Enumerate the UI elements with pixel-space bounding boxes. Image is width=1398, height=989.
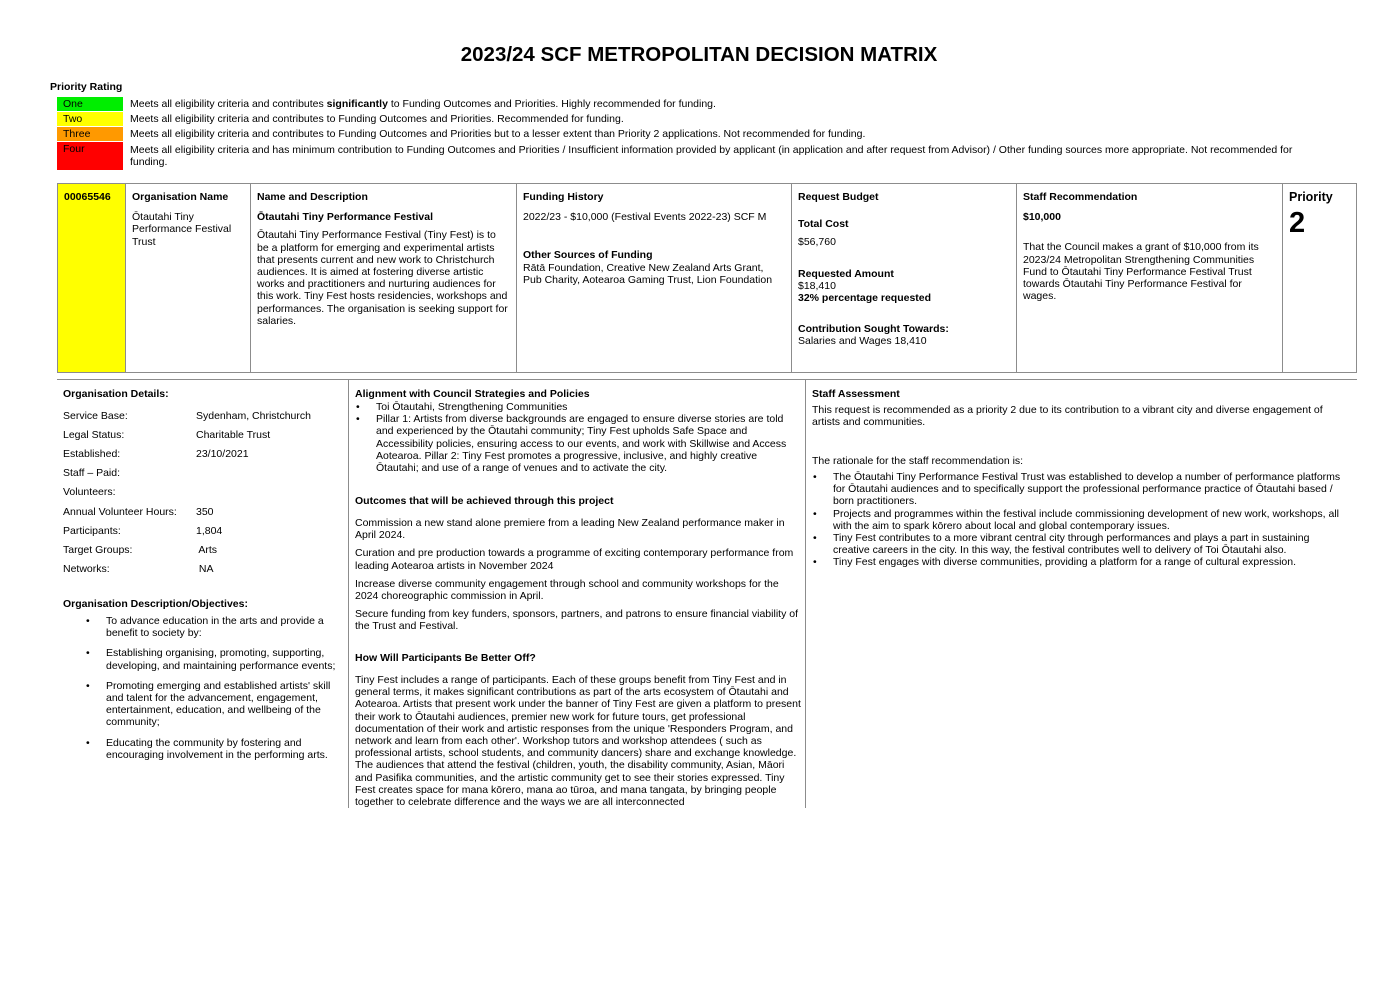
organisation-name-cell — [125, 184, 250, 372]
outcome-item: Increase diverse community engagement through school and community workshops for the 2024 choreographic commission in April. — [355, 577, 779, 603]
priority-three-swatch: Three — [57, 127, 123, 141]
total-cost: $56,760 — [798, 236, 836, 249]
staff-assessment-column — [806, 380, 1357, 808]
list-item: • Tiny Fest contributes to a more vibrant central city through performances and plays a part in sustaining creative careers in the city. In this way, the festival contributes well to delivery of Toi Ōtautahi also. — [813, 532, 1310, 557]
detail-row: Legal Status: Charitable Trust — [63, 429, 271, 441]
organisation-name: Ōtautahi Tiny Performance Festival Trust — [132, 211, 232, 248]
application-id-cell — [58, 184, 125, 372]
priority-four-swatch: Four — [57, 142, 123, 170]
detail-row: Networks: NA — [63, 563, 214, 575]
list-item: • Educating the community by fostering and encouraging involvement in the performing arts. — [86, 736, 328, 761]
staff-assessment-heading: Staff Assessment — [812, 388, 900, 400]
objectives-list — [86, 615, 342, 761]
details-section — [57, 379, 1357, 810]
alignment-column — [348, 380, 806, 808]
project-name: Ōtautahi Tiny Performance Festival — [257, 211, 434, 224]
organisation-name-heading: Organisation Name — [132, 191, 229, 203]
contribution-label: Contribution Sought Towards: — [798, 323, 949, 336]
rationale-heading: The rationale for the staff recommendation is: — [812, 455, 1024, 467]
priority-heading: Priority — [1289, 190, 1333, 204]
list-item: • Toi Ōtautahi, Strengthening Communities — [356, 401, 568, 413]
priority-one-description: Meets all eligibility criteria and contributes significantly to Funding Outcomes and Priorities. Highly recommended for funding. — [130, 98, 716, 110]
outcome-item: Curation and pre production towards a programme of exciting contemporary performance from leading Aotearoa artists in November 2024 — [355, 547, 794, 572]
application-id: 00065546 — [64, 191, 111, 203]
name-description-heading: Name and Description — [257, 191, 368, 203]
other-sources-heading: Other Sources of Funding — [523, 249, 653, 262]
funding-history-heading: Funding History — [523, 191, 604, 203]
priority-four-description: Meets all eligibility criteria and has minimum contribution to Funding Outcomes and Priorities / Insufficient information provided by applicant (in application and after request from Advisor) / Other funding sources more appropriate. Not recommended for funding. — [130, 144, 1293, 168]
request-budget-cell — [791, 184, 1016, 372]
funding-history-cell — [516, 184, 791, 372]
alignment-heading: Alignment with Council Strategies and Policies — [355, 388, 590, 400]
detail-row: Annual Volunteer Hours: 350 — [63, 506, 214, 518]
detail-row: Participants: 1,804 — [63, 525, 223, 537]
priority-one-swatch: One — [57, 97, 123, 111]
priority-cell — [1282, 184, 1356, 372]
priority-value: 2 — [1289, 207, 1306, 240]
rationale-list — [813, 471, 1349, 569]
list-item: • Tiny Fest engages with diverse communities, providing a platform for a range of cultural expression. — [813, 556, 1296, 569]
organisation-details-column — [57, 380, 348, 808]
contribution: Salaries and Wages 18,410 — [798, 335, 927, 348]
list-item: • Pillar 1: Artists from diverse backgrounds are engaged to ensure diverse stories are told and experienced by the Ōtautahi community; Tiny Fest upholds Safe Space and Accessibility policies, ensuring access to our events, and work with Skillwise and Access Aotearoa. Pillar 2: Tiny Fest promotes a progressive, inclusive, and highly creative Ōtautahi; and use of a range of venues and to activate the city. — [356, 413, 787, 475]
priority-three-description: Meets all eligibility criteria and contributes to Funding Outcomes and Priorities but to a lesser extent than Priority 2 applications. Not recommended for funding. — [130, 128, 866, 140]
staff-assessment-intro: This request is recommended as a priority 2 due to its contribution to a vibrant city and diverse engagement of artists and communities. — [812, 404, 1323, 429]
list-item: • The Ōtautahi Tiny Performance Festival Trust was established to develop a number of performance platforms for Ōtautahi audiences and to specifically support the professional performance practice of Ōtautahi based / born practitioners. — [813, 471, 1341, 508]
project-description: Ōtautahi Tiny Performance Festival (Tiny Fest) is to be a platform for emerging and experimental artists that presents current and new work to Christchurch audiences. It is aimed at fostering diverse artistic works and practitioners and nurturing audiences for this work. Tiny Fest hosts residencies, workshops and performances. The organisation is seeking support for salaries. — [257, 229, 508, 327]
detail-row: Established: 23/10/2021 — [63, 448, 249, 460]
better-off-heading: How Will Participants Be Better Off? — [355, 652, 536, 664]
request-budget-heading: Request Budget — [798, 191, 879, 203]
outcomes-list — [355, 517, 799, 633]
detail-row: Target Groups: Arts — [63, 544, 218, 556]
name-description-cell — [250, 184, 516, 372]
alignment-list — [356, 401, 794, 475]
application-summary-table — [57, 183, 1357, 373]
staff-recommendation-cell — [1016, 184, 1282, 372]
page-title: 2023/24 SCF METROPOLITAN DECISION MATRIX — [460, 43, 938, 66]
priority-two-description: Meets all eligibility criteria and contributes to Funding Outcomes and Priorities. Recommended for funding. — [130, 113, 624, 125]
staff-recommendation-heading: Staff Recommendation — [1023, 191, 1138, 203]
outcomes-heading: Outcomes that will be achieved through this project — [355, 495, 614, 507]
funding-history: 2022/23 - $10,000 (Festival Events 2022-23) SCF M — [523, 211, 767, 224]
objectives-heading: Organisation Description/Objectives: — [63, 598, 248, 610]
detail-row: Volunteers: — [63, 486, 116, 498]
total-cost-label: Total Cost — [798, 218, 849, 231]
list-item: • Promoting emerging and established artists' skill and talent for the advancement, engagement, entertainment, education, and wellbeing of the community; — [86, 679, 331, 729]
detail-row: Service Base: Sydenham, Christchurch — [63, 410, 311, 422]
list-item: • To advance education in the arts and provide a benefit to society by: — [86, 615, 324, 640]
list-item: • Projects and programmes within the festival include commissioning development of new work, workshops, all with the aim to spark kōrero about local and global contemporary issues. — [813, 507, 1339, 532]
priority-rating-heading: Priority Rating — [50, 81, 123, 93]
staff-recommendation-text: That the Council makes a grant of $10,000 from its 2023/24 Metropolitan Strengthening Communities Fund to Ōtautahi Tiny Performance Festival Trust towards Ōtautahi Tiny Performance Festival for wages. — [1023, 241, 1259, 303]
better-off-text: Tiny Fest includes a range of participants. Each of these groups benefit from Tiny Fest and in general terms, it makes significant contributions as part of the arts ecosystem of Ōtautahi and Aotearoa. Artists that present work under the banner of Tiny Fest are given a platform to present their work to Ōtautahi audiences, premier new work for future tours, get professional documentation of their work and artistic responses from the unique 'Responders Program, and network and learn from each other'. Workshop tutors and workshop attendees ( such as professional artists, school students, and community dancers) share and exchange knowledge. The audiences that attend the festival (children, youth, the disability community, Asian, Māori and Pasifika communities, and the artistic community get to see their stories expressed. Tiny Fest creates space for mana kōrero, mana ao tūroa, and mana tangata, by bringing people together to celebrate difference and the ways we are all interconnected — [355, 674, 801, 809]
list-item: • Establishing organising, promoting, supporting, developing, and maintaining performance events; — [86, 647, 336, 672]
other-sources: Rātā Foundation, Creative New Zealand Arts Grant, Pub Charity, Aotearoa Gaming Trust, Lion Foundation — [523, 261, 773, 286]
detail-row: Staff – Paid: — [63, 467, 121, 479]
outcome-item: Commission a new stand alone premiere from a leading New Zealand performance maker in April 2024. — [355, 517, 785, 542]
priority-two-swatch: Two — [57, 112, 123, 126]
outcome-item: Secure funding from key funders, sponsors, partners, and patrons to ensure financial viability of the Trust and Festival. — [355, 608, 798, 633]
organisation-details-heading: Organisation Details: — [63, 388, 169, 400]
percentage-requested: 32% percentage requested — [798, 292, 932, 305]
requested-amount-label: Requested Amount — [798, 267, 894, 280]
requested-amount: $18,410 — [798, 279, 836, 292]
staff-recommendation-amount: $10,000 — [1023, 211, 1061, 224]
